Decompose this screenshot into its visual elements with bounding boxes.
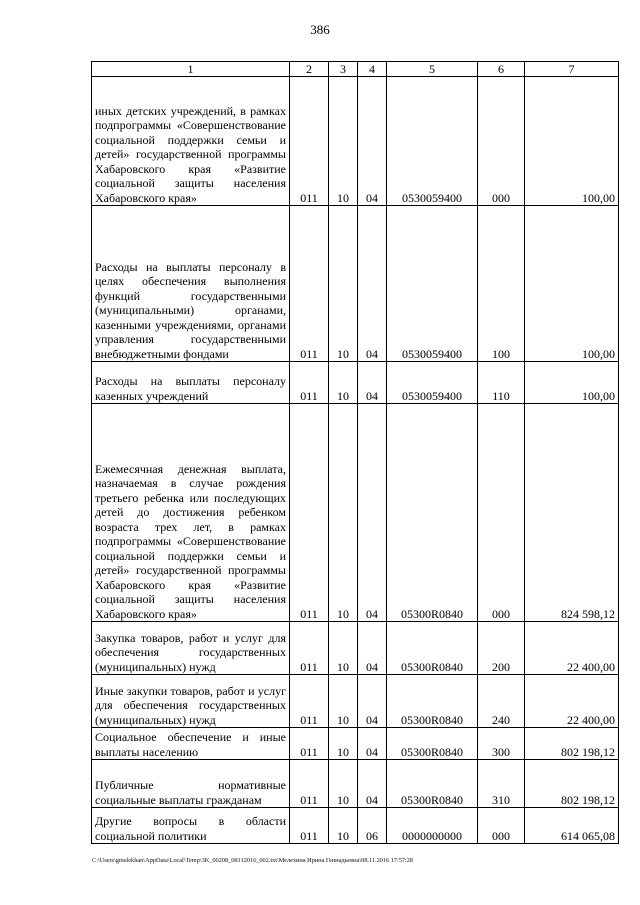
ministry-code-cell: 011 [290, 728, 329, 760]
ministry-code-cell: 011 [290, 808, 329, 844]
row-name-cell: Расходы на выплаты персоналу в целях обеспечения выполнения функций государственными (муниципальными) органами, казенными учреждениями, органами управления государственными внебюджетными фондами [92, 206, 290, 362]
file-path-footer: C:\Users\gmelekhan\AppData\Local\Temp\3K_00208_08112016_002.txt\Мелехина Ирина Геннадьевна\08.11.2016 17:57:28 [92, 857, 413, 864]
target-article-cell: 0530059400 [387, 362, 478, 404]
row-name-cell: Иные закупки товаров, работ и услуг для обеспечения государственных (муниципальных) нужд [92, 675, 290, 728]
row-name-cell: Закупка товаров, работ и услуг для обеспечения государственных (муниципальных) нужд [92, 622, 290, 675]
amount-cell: 22 400,00 [525, 622, 619, 675]
section-code-cell: 10 [329, 760, 358, 808]
table-row [92, 728, 619, 760]
table-header-row [92, 62, 619, 77]
amount-cell: 802 198,12 [525, 728, 619, 760]
header-cell-expense-type: 6 [478, 62, 525, 77]
amount-cell: 100,00 [525, 362, 619, 404]
header-cell-amount: 7 [525, 62, 619, 77]
target-article-cell: 05300R0840 [387, 622, 478, 675]
ministry-code-cell: 011 [290, 675, 329, 728]
amount-cell: 100,00 [525, 206, 619, 362]
expense-type-cell: 300 [478, 728, 525, 760]
section-code-cell: 10 [329, 206, 358, 362]
subsection-code-cell: 04 [358, 728, 387, 760]
table-row [92, 206, 619, 362]
table-row [92, 808, 619, 844]
subsection-code-cell: 04 [358, 675, 387, 728]
section-code-cell: 10 [329, 77, 358, 206]
amount-cell: 100,00 [525, 77, 619, 206]
subsection-code-cell: 06 [358, 808, 387, 844]
subsection-code-cell: 04 [358, 760, 387, 808]
table-row [92, 675, 619, 728]
amount-cell: 802 198,12 [525, 760, 619, 808]
table-row [92, 77, 619, 206]
table-row [92, 760, 619, 808]
subsection-code-cell: 04 [358, 206, 387, 362]
row-name-cell: Публичные нормативные социальные выплаты гражданам [92, 760, 290, 808]
target-article-cell: 0530059400 [387, 206, 478, 362]
header-cell-name: 1 [92, 62, 290, 77]
header-cell-subsection: 4 [358, 62, 387, 77]
ministry-code-cell: 011 [290, 622, 329, 675]
section-code-cell: 10 [329, 362, 358, 404]
expense-type-cell: 310 [478, 760, 525, 808]
section-code-cell: 10 [329, 728, 358, 760]
target-article-cell: 05300R0840 [387, 760, 478, 808]
table-row [92, 362, 619, 404]
section-code-cell: 10 [329, 675, 358, 728]
row-name-cell: Социальное обеспечение и иные выплаты населению [92, 728, 290, 760]
expense-type-cell: 000 [478, 808, 525, 844]
subsection-code-cell: 04 [358, 77, 387, 206]
target-article-cell: 0000000000 [387, 808, 478, 844]
budget-table [91, 61, 619, 844]
expense-type-cell: 000 [478, 404, 525, 622]
ministry-code-cell: 011 [290, 77, 329, 206]
table-row [92, 404, 619, 622]
row-name-cell: Расходы на выплаты персоналу казенных учреждений [92, 362, 290, 404]
expense-type-cell: 110 [478, 362, 525, 404]
row-name-cell: Другие вопросы в области социальной политики [92, 808, 290, 844]
target-article-cell: 05300R0840 [387, 675, 478, 728]
ministry-code-cell: 011 [290, 404, 329, 622]
target-article-cell: 05300R0840 [387, 728, 478, 760]
target-article-cell: 0530059400 [387, 77, 478, 206]
section-code-cell: 10 [329, 622, 358, 675]
ministry-code-cell: 011 [290, 362, 329, 404]
amount-cell: 614 065,08 [525, 808, 619, 844]
subsection-code-cell: 04 [358, 404, 387, 622]
section-code-cell: 10 [329, 808, 358, 844]
header-cell-target-article: 5 [387, 62, 478, 77]
expense-type-cell: 240 [478, 675, 525, 728]
header-cell-section: 3 [329, 62, 358, 77]
amount-cell: 824 598,12 [525, 404, 619, 622]
ministry-code-cell: 011 [290, 206, 329, 362]
subsection-code-cell: 04 [358, 362, 387, 404]
row-name-cell: Ежемесячная денежная выплата, назначаемая в случае рождения третьего ребенка или последующих детей до достижения ребенком возраста трех лет, в рамках подпрограммы «Совершенствование социальной поддержки семьи и детей» государственной программы Хабаровского края «Развитие социальной защиты населения Хабаровского края» [92, 404, 290, 622]
amount-cell: 22 400,00 [525, 675, 619, 728]
row-name-cell: иных детских учреждений, в рамках подпрограммы «Совершенствование социальной поддержки семьи и детей» государственной программы Хабаровского края «Развитие социальной защиты населения Хабаровского края» [92, 77, 290, 206]
table-row [92, 622, 619, 675]
expense-type-cell: 200 [478, 622, 525, 675]
expense-type-cell: 100 [478, 206, 525, 362]
expense-type-cell: 000 [478, 77, 525, 206]
page-number: 386 [310, 22, 330, 37]
target-article-cell: 05300R0840 [387, 404, 478, 622]
subsection-code-cell: 04 [358, 622, 387, 675]
ministry-code-cell: 011 [290, 760, 329, 808]
section-code-cell: 10 [329, 404, 358, 622]
header-cell-ministry: 2 [290, 62, 329, 77]
